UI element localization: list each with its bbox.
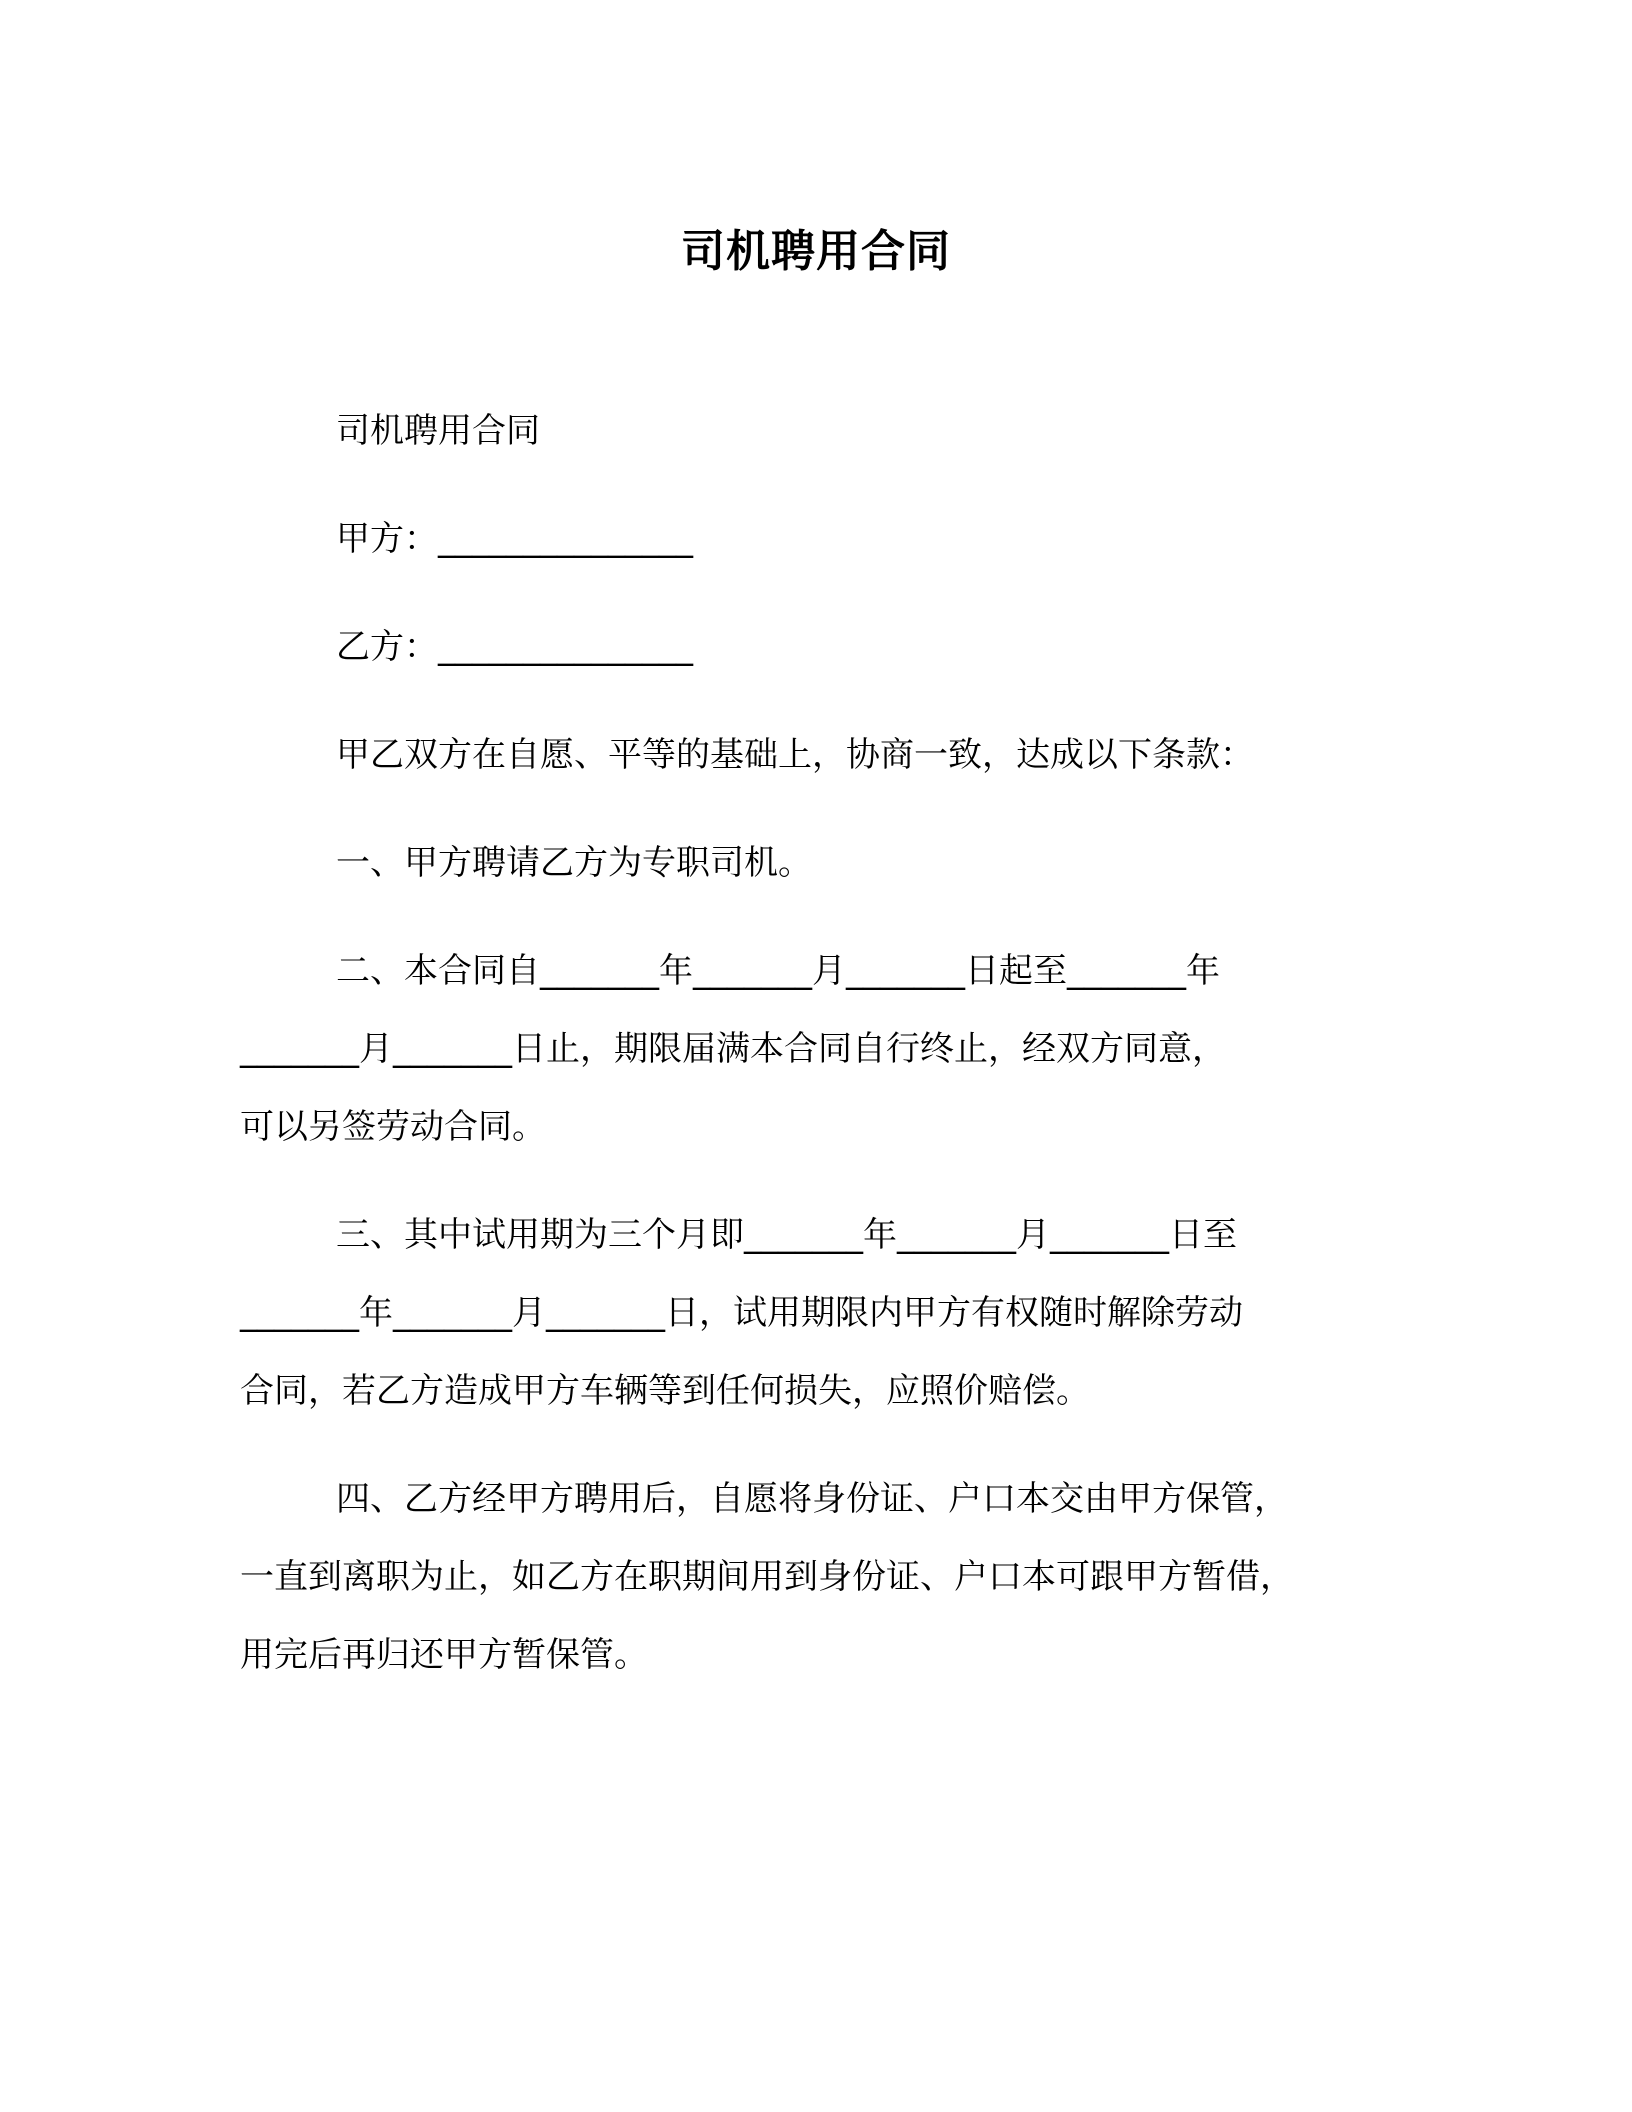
party-b-line: 乙方：_______________ xyxy=(336,627,693,667)
document-title: 司机聘用合同 xyxy=(681,226,951,277)
clause-4-line-3: 用完后再归还甲方暂保管。 xyxy=(240,1635,648,1675)
clause-3-line-1: 三、其中试用期为三个月即_______年_______月_______日至 xyxy=(336,1215,1237,1255)
party-a-line: 甲方：_______________ xyxy=(336,519,693,559)
clause-2-line-2: _______月_______日止，期限届满本合同自行终止，经双方同意， xyxy=(240,1029,1226,1069)
clause-2 xyxy=(240,932,1390,1166)
clause-3 xyxy=(240,1196,1390,1430)
clause-2-line-3: 可以另签劳动合同。 xyxy=(240,1107,546,1147)
subtitle: 司机聘用合同 xyxy=(336,411,540,451)
clause-4 xyxy=(240,1460,1390,1694)
clause-3-line-2: _______年_______月_______日，试用期限内甲方有权随时解除劳动 xyxy=(240,1293,1243,1333)
clause-4-line-2: 一直到离职为止，如乙方在职期间用到身份证、户口本可跟甲方暂借， xyxy=(240,1557,1294,1597)
clause-2-line-1: 二、本合同自_______年_______月_______日起至_______年 xyxy=(336,951,1220,991)
document-body xyxy=(240,392,1390,1694)
intro-paragraph: 甲乙双方在自愿、平等的基础上，协商一致，达成以下条款： xyxy=(336,735,1254,775)
clause-3-line-3: 合同，若乙方造成甲方车辆等到任何损失，应照价赔偿。 xyxy=(240,1371,1090,1411)
clause-1: 一、甲方聘请乙方为专职司机。 xyxy=(336,843,812,883)
clause-4-line-1: 四、乙方经甲方聘用后，自愿将身份证、户口本交由甲方保管， xyxy=(336,1479,1288,1519)
